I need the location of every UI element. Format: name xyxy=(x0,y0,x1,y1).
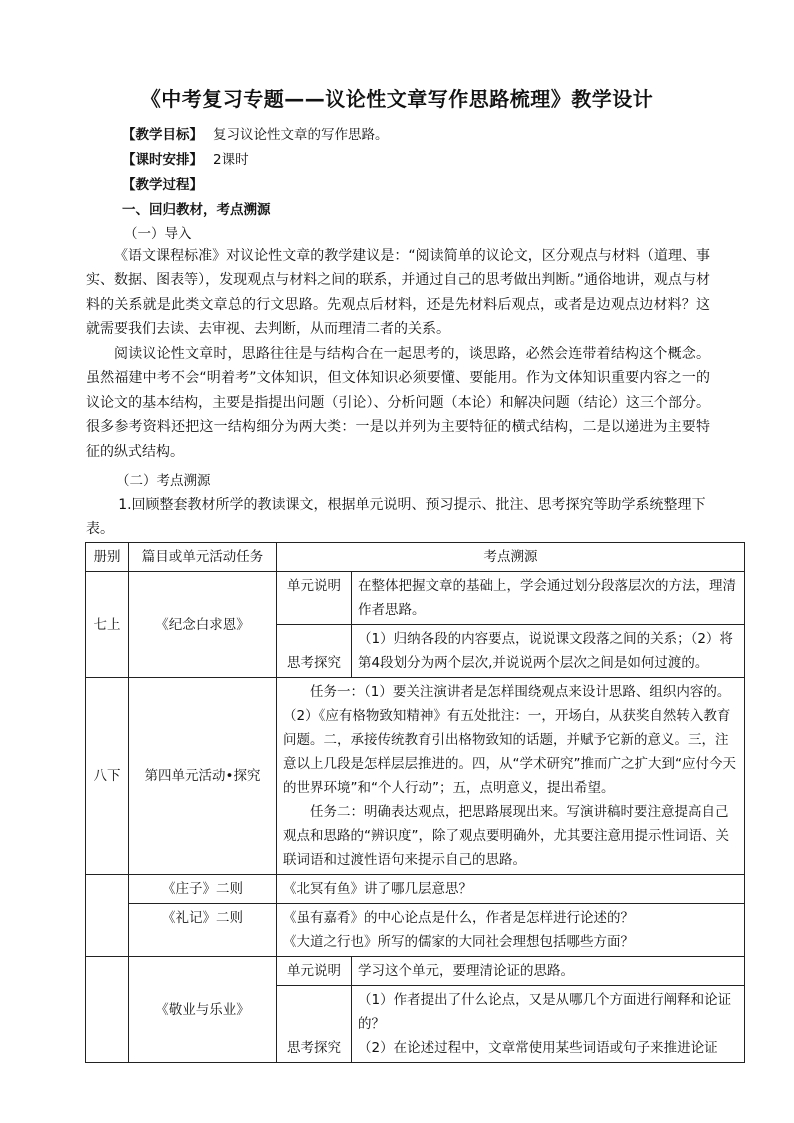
subheading-intro: （一）导入 xyxy=(124,226,192,242)
text-cell: 《礼记》二则 xyxy=(129,904,277,957)
meta-teaching-goal xyxy=(122,123,389,143)
question-line: 《虽有嘉肴》的中心论点是什么，作者是怎样进行论述的？ xyxy=(283,910,634,926)
grade-cell: 七上 xyxy=(86,572,129,678)
meta-value: 2课时 xyxy=(213,152,249,168)
paragraph-structure: 阅读议论性文章时，思路往往是与结构合在一起思考的，谈思路，必然会连带着结构这个概念。虽然福建中考不会“明着考”文体知识，但文体知识必须要懂、要能用。作为文体知识重要内容之一的议论文的基本结构，主要是指提出问题（引论）、分析问题（本论）和解决问题（结论）这三个部分。很多参考资料还把这一结构细分为两大类：一是以并列为主要特征的横式结构，二是以递进为主要特征的纵式结构。 xyxy=(86,346,710,460)
table-row xyxy=(86,904,745,957)
content-cell: 在整体把握文章的基础上，学会通过划分段落层次的方法，理清作者思路。 xyxy=(352,572,745,625)
content-cell xyxy=(277,678,745,875)
task-two: 任务二：明确表达观点，把思路展现出来。写演讲稿时要注意提高自己观点和思路的“辨识度”，除了观点要明确外，尤其要注意用提示性词语、关联词语和过渡性语句来提示自己的思路。 xyxy=(283,804,729,868)
grade-cell xyxy=(86,957,129,1063)
grade-cell: 八下 xyxy=(86,678,129,875)
task-one: 任务一：（1）要关注演讲者是怎样围绕观点来设计思路、组织内容的。（2）《应有格物致知精神》有五处批注：一，开场白，从获奖自然转入教育问题。二，承接传统教育引出格物致知的话题，并赋予它新的意义。三，注意以上几段是怎样层层推进的。四，从“学术研究”推而广之扩大到“应付今天的世界环境”和“个人行动”；五，点明意义，提出希望。 xyxy=(283,684,736,796)
exam-source-table xyxy=(85,542,745,1063)
meta-key: 【教学过程】 xyxy=(122,177,203,193)
table-row xyxy=(86,678,745,875)
table-header-row xyxy=(86,543,745,572)
paragraph-curriculum-standard: 《语文课程标准》对议论性文章的教学建议是：“阅读简单的议论文，区分观点与材料（道理、事实、数据、图表等），发现观点与材料之间的联系，并通过自己的思考做出判断。”通俗地讲，观点与材料的关系就是此类文章总的行文思路。先观点后材料，还是先材料后观点，或者是边观点边材料？这就需要我们去读、去审视、去判断，从而理清二者的关系。 xyxy=(86,248,710,338)
question-line: （2）在论述过程中，文章常使用某些词语或句子来推进论证 xyxy=(358,1040,718,1056)
content-cell: （1）归纳各段的内容要点，说说课文段落之间的关系；（2）将第4段划分为两个层次,并说说两个层次之间是如何过渡的。 xyxy=(352,625,745,678)
header-text: 篇目或单元活动任务 xyxy=(129,543,277,572)
meta-key: 【教学目标】 xyxy=(122,127,203,143)
table-row xyxy=(86,957,745,986)
label-cell: 单元说明 xyxy=(277,572,352,625)
table-row xyxy=(86,572,745,625)
meta-key: 【课时安排】 xyxy=(122,152,203,168)
section-heading-1: 一、回归教材，考点溯源 xyxy=(122,202,271,218)
header-exam-source: 考点溯源 xyxy=(277,543,745,572)
label-cell: 思考探究 xyxy=(277,625,352,678)
text-cell: 第四单元活动•探究 xyxy=(129,678,277,875)
subheading-exam-source: （二）考点溯源 xyxy=(116,473,211,489)
content-cell: 学习这个单元，要理清论证的思路。 xyxy=(352,957,745,986)
table-row xyxy=(86,875,745,904)
content-cell xyxy=(277,904,745,957)
meta-value: 复习议论性文章的写作思路。 xyxy=(213,127,389,143)
meta-teaching-process xyxy=(122,173,203,193)
label-cell: 思考探究 xyxy=(277,986,352,1063)
text-cell: 《纪念白求恩》 xyxy=(129,572,277,678)
question-line: 《大道之行也》所写的儒家的大同社会理想包括哪些方面？ xyxy=(283,934,634,950)
header-grade: 册别 xyxy=(86,543,129,572)
meta-class-hours xyxy=(122,148,249,168)
paragraph-instruction: 1.回顾整套教材所学的教读课文，根据单元说明、预习提示、批注、思考探究等助学系统整理下表。 xyxy=(86,497,706,538)
label-cell: 单元说明 xyxy=(277,957,352,986)
grade-cell xyxy=(86,904,129,957)
text-cell: 《庄子》二则 xyxy=(129,875,277,904)
content-cell xyxy=(352,986,745,1063)
grade-cell xyxy=(86,875,129,904)
text-cell: 《敬业与乐业》 xyxy=(129,957,277,1063)
question-line: （1）作者提出了什么论点，又是从哪几个方面进行阐释和论证的？ xyxy=(358,992,732,1032)
content-cell: 《北冥有鱼》讲了哪几层意思？ xyxy=(277,875,745,904)
document-title: 《中考复习专题——议论性文章写作思路梳理》教学设计 xyxy=(140,87,654,111)
